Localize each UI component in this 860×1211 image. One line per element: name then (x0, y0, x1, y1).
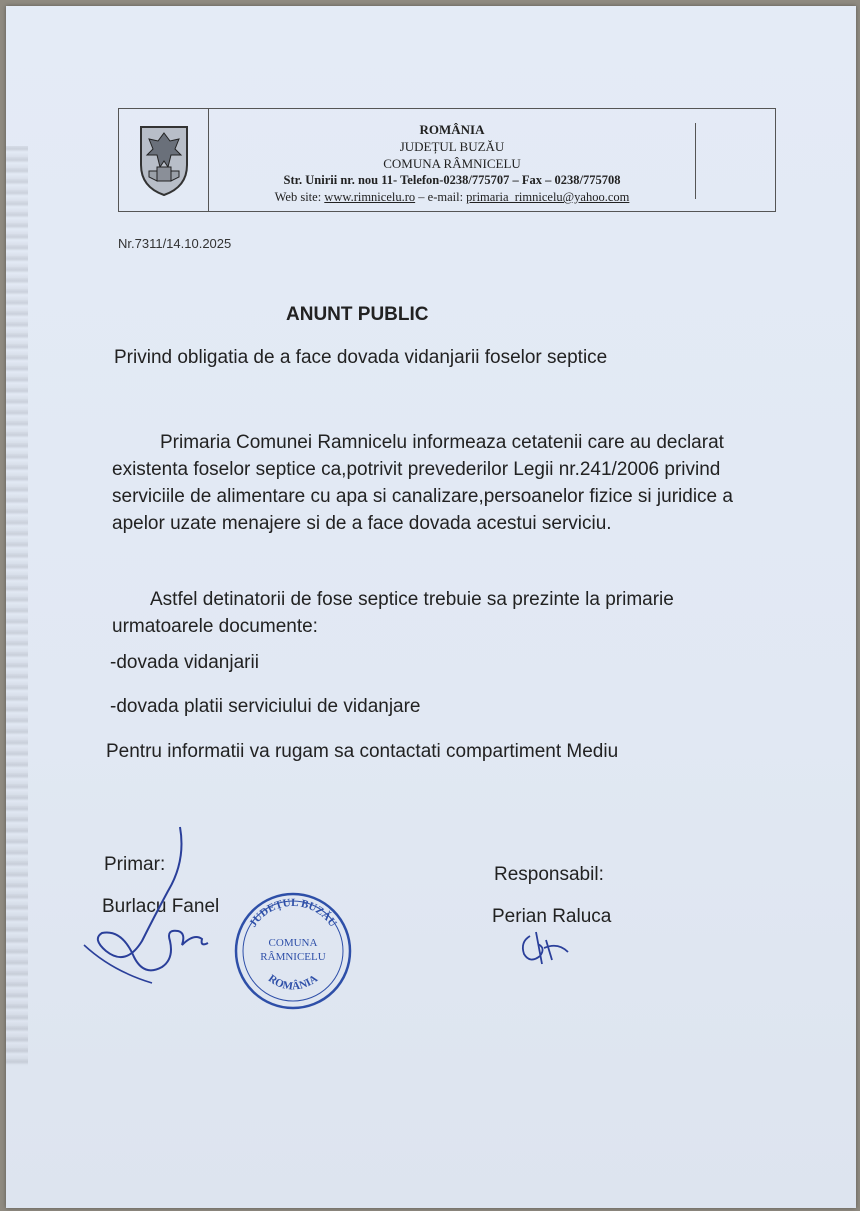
list-item-1: -dovada vidanjarii (110, 652, 259, 673)
contact-line: Pentru informatii va rugam sa contactati compartiment Mediu (106, 741, 619, 762)
paragraph-2-text: Astfel detinatorii de fose septice trebuie sa prezinte la primarie urmatoarele documente: (112, 589, 674, 637)
page-subtitle: Privind obligatia de a face dovada vidanjarii foselor septice (114, 347, 608, 368)
svg-text:JUDEȚUL BUZĂU (247, 897, 339, 929)
paragraph-1-text: Primaria Comunei Ramnicelu informeaza cetatenii care au declarat existenta foselor septice ca,potrivit prevederilor Legii nr.241/2006 privind serviciile de alimentare cu apa si canalizare,persoanelor fizice si juridice a apelor uzate menajere si de a face dovada acestui serviciu. (112, 432, 733, 534)
website-link[interactable]: www.rimnicelu.ro (324, 190, 416, 204)
letterhead-commune: COMUNA RÂMNICELU (383, 156, 521, 171)
web-label: Web site: (274, 190, 325, 204)
responsible-name: Perian Raluca (492, 906, 612, 927)
email-label: – e-mail: (415, 190, 467, 204)
letterhead-right-cell (695, 123, 775, 199)
document-page (6, 6, 856, 1208)
body-paragraph-2 (112, 586, 762, 640)
stamp-bottom-text: ROMÂNIA (265, 972, 321, 993)
letterhead-text (211, 121, 693, 206)
letterhead-contacts (211, 189, 693, 206)
email-link[interactable]: primaria_rimnicelu@yahoo.com (466, 190, 630, 204)
svg-text:ROMÂNIA (266, 973, 320, 993)
mayor-signature-icon (82, 821, 242, 991)
letterhead (118, 108, 776, 212)
responsible-signature-icon (516, 926, 576, 970)
registration-number: Nr.7311/14.10.2025 (118, 236, 232, 251)
stamp-line-2: RÂMNICELU (260, 951, 326, 963)
letterhead-address: Str. Unirii nr. nou 11- Telefon-0238/775707 – Fax – 0238/775708 (283, 173, 621, 187)
letterhead-county: JUDEȚUL BUZĂU (399, 139, 505, 154)
scan-edge-shadow (6, 146, 28, 1066)
official-stamp (232, 890, 354, 1012)
body-paragraph-1 (112, 429, 762, 537)
list-item-2: -dovada platii serviciului de vidanjare (110, 696, 421, 717)
letterhead-emblem-cell (119, 109, 209, 211)
stamp-line-1: COMUNA (268, 937, 318, 949)
romanian-coat-of-arms-icon (135, 121, 193, 199)
responsible-label: Responsabil: (494, 864, 604, 885)
mayor-label: Primar: (104, 854, 166, 875)
page-title: ANUNT PUBLIC (286, 304, 429, 325)
stamp-top-text: JUDEȚUL BUZĂU (247, 896, 339, 930)
letterhead-country: ROMÂNIA (419, 122, 485, 137)
mayor-name: Burlacu Fanel (102, 896, 220, 917)
